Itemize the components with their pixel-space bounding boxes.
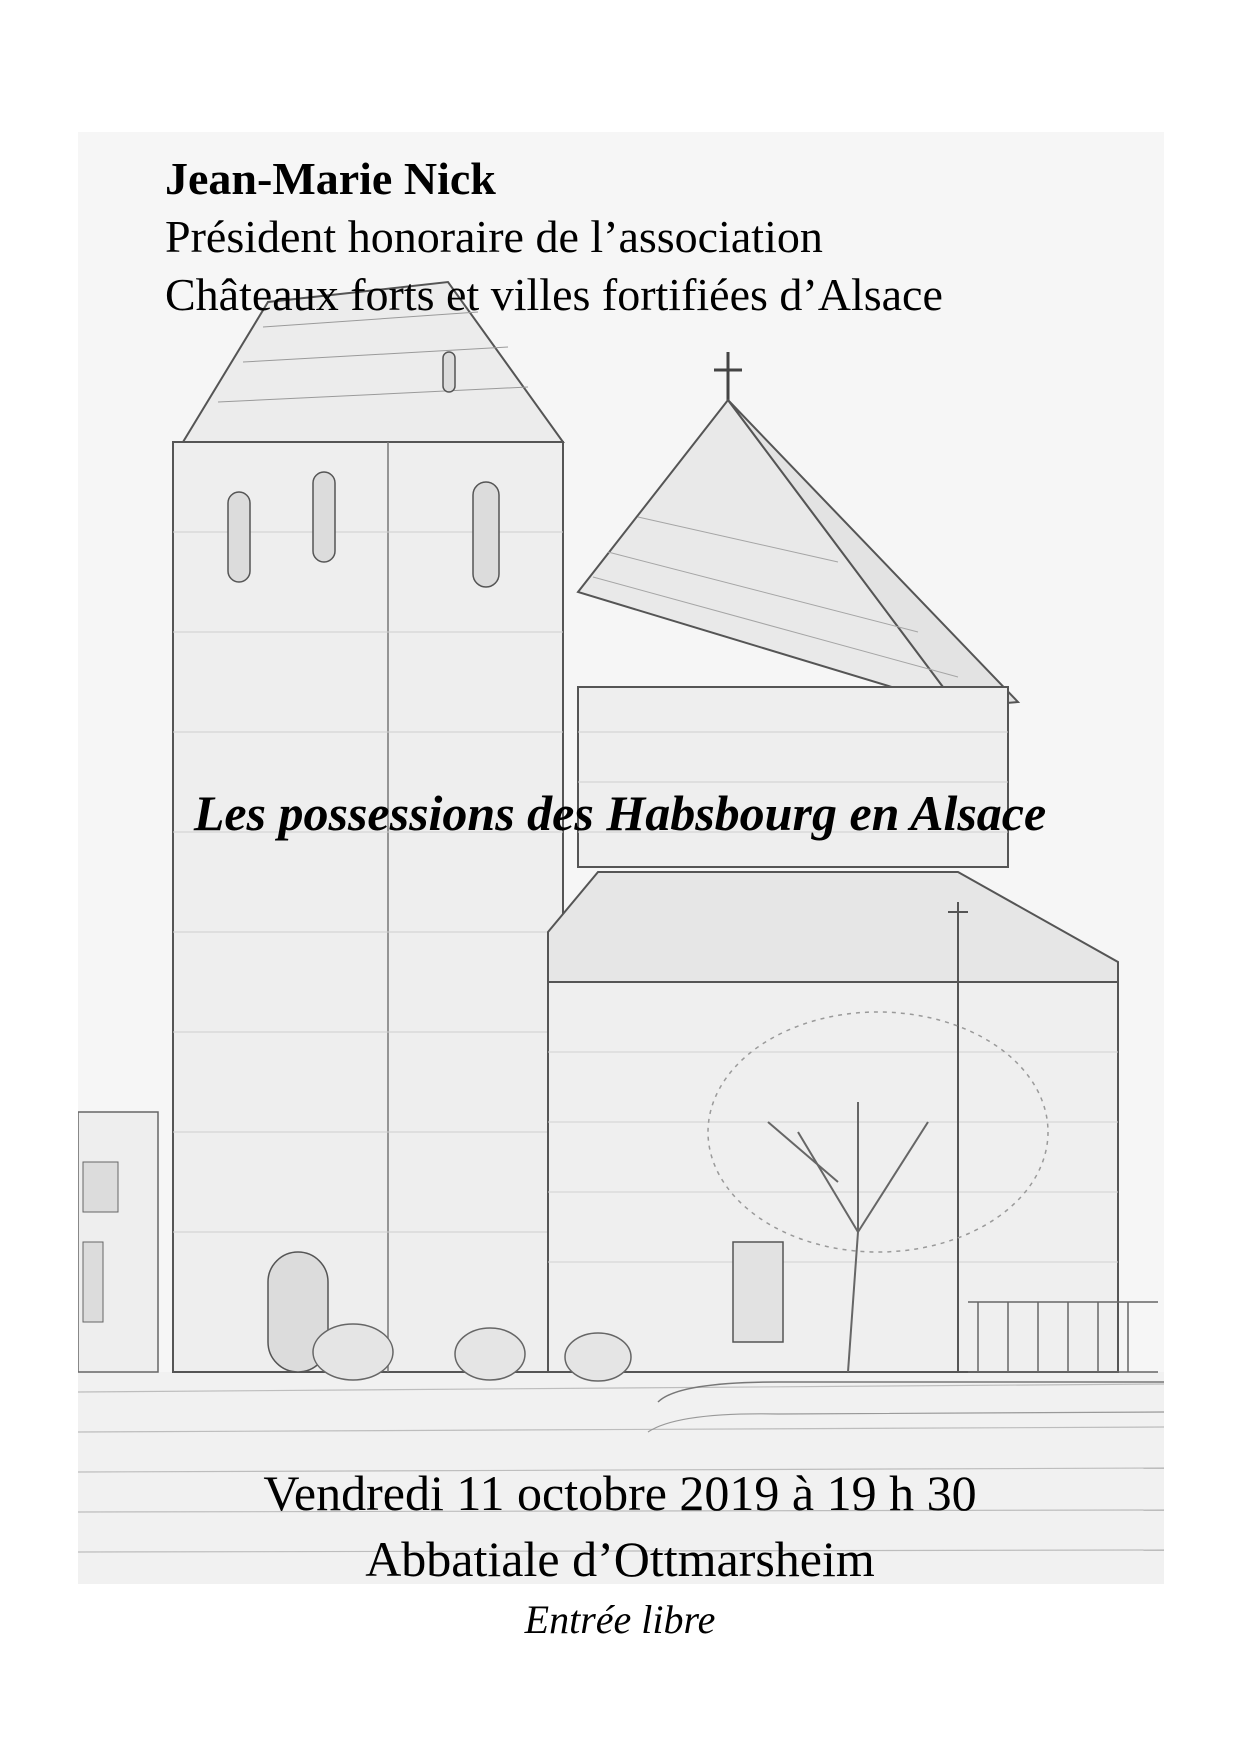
- speaker-block: [165, 150, 943, 324]
- event-details: [0, 1460, 1240, 1648]
- church-sketch-drawing: [78, 132, 1164, 1584]
- speaker-name: Jean-Marie Nick: [165, 153, 496, 204]
- event-venue: Abbatiale d’Ottmarsheim: [365, 1531, 875, 1587]
- event-admission: Entrée libre: [524, 1597, 716, 1642]
- speaker-association: Châteaux forts et villes fortifiées d’Alsace: [165, 269, 943, 320]
- church-sketch-image: [78, 132, 1164, 1584]
- event-datetime: Vendredi 11 octobre 2019 à 19 h 30: [263, 1465, 977, 1521]
- speaker-role: Président honoraire de l’association: [165, 211, 823, 262]
- talk-title: Les possessions des Habsbourg en Alsace: [193, 785, 1047, 841]
